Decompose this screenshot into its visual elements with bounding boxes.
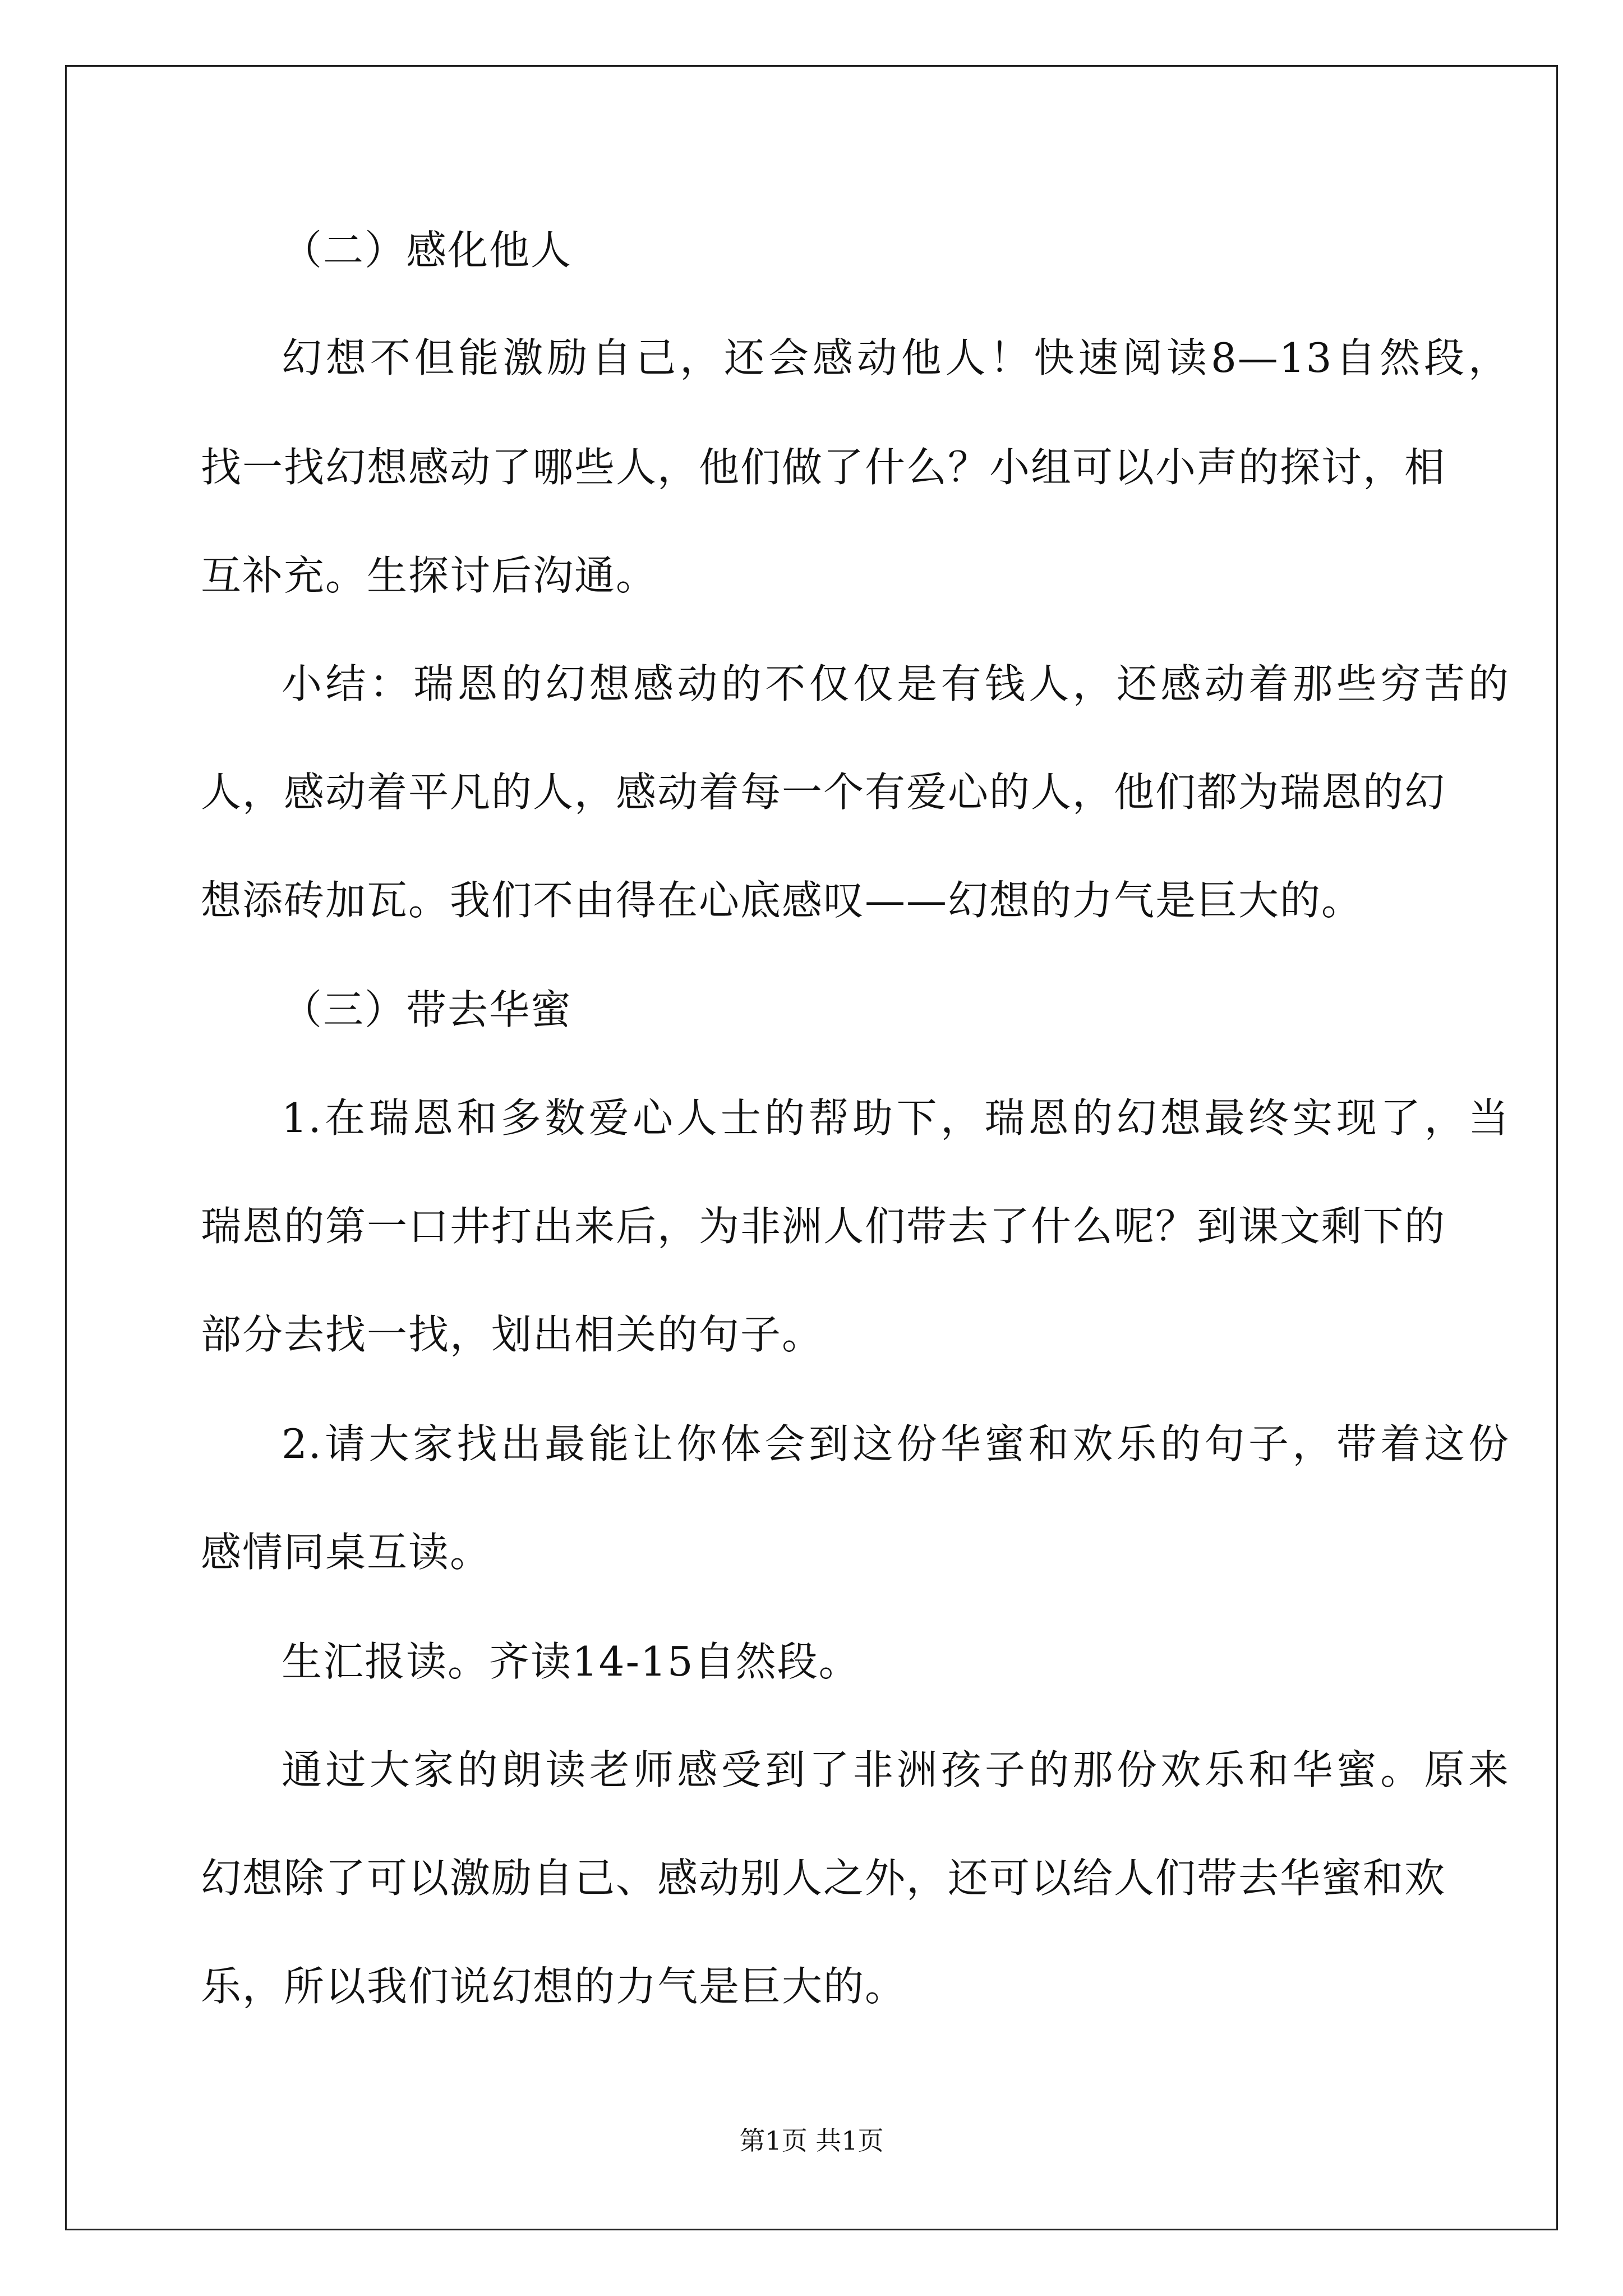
paragraph-line: 小结：瑞恩的幻想感动的不仅仅是有钱人，还感动着那些穷苦的 [282, 660, 1510, 707]
paragraph-line: 幻想不但能激励自己，还会感动他人！快速阅读8—13自然段， [282, 334, 1510, 381]
section-heading-3: （三）带去华蜜 [282, 986, 573, 1033]
paragraph-line: 通过大家的朗读老师感受到了非洲孩子的那份欢乐和华蜜。原来 [282, 1746, 1510, 1793]
paragraph-line: 找一找幻想感动了哪些人，他们做了什么？小组可以小声的探讨，相 [201, 444, 1446, 491]
paragraph-line: 1.在瑞恩和多数爱心人士的帮助下，瑞恩的幻想最终实现了，当 [282, 1094, 1510, 1142]
paragraph-line: 瑞恩的第一口井打出来后，为非洲人们带去了什么呢？到课文剩下的 [201, 1203, 1446, 1250]
page-border [65, 65, 1558, 2230]
paragraph-line: 互补充。生探讨后沟通。 [201, 552, 658, 599]
paragraph-line: 想添砖加瓦。我们不由得在心底感叹——幻想的力气是巨大的。 [201, 877, 1363, 924]
page-footer: 第1页 共1页 [739, 2125, 884, 2156]
paragraph-line: 感情同桌互读。 [201, 1529, 492, 1576]
paragraph-line: 生汇报读。齐读14-15自然段。 [282, 1638, 860, 1685]
paragraph-line: 部分去找一找，划出相关的句子。 [201, 1311, 824, 1358]
section-heading-2: （二）感化他人 [282, 227, 573, 274]
paragraph-line: 幻想除了可以激励自己、感动别人之外，还可以给人们带去华蜜和欢 [201, 1855, 1446, 1902]
paragraph-line: 2.请大家找出最能让你体会到这份华蜜和欢乐的句子，带着这份 [282, 1420, 1510, 1467]
paragraph-line: 乐，所以我们说幻想的力气是巨大的。 [201, 1963, 907, 2010]
paragraph-line: 人，感动着平凡的人，感动着每一个有爱心的人，他们都为瑞恩的幻 [201, 769, 1446, 816]
